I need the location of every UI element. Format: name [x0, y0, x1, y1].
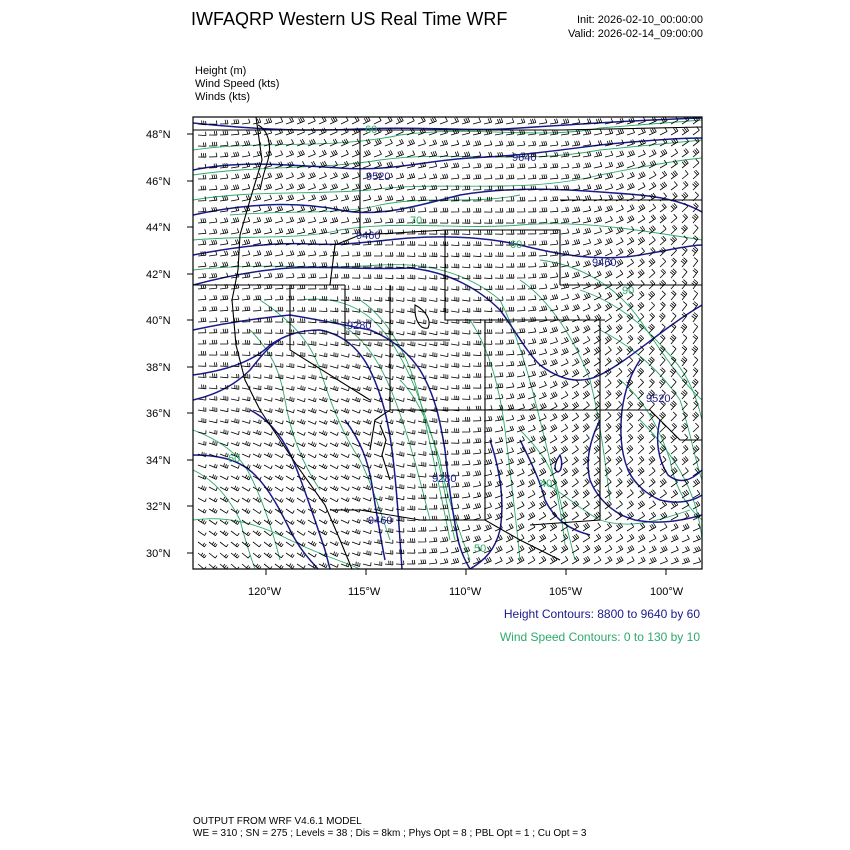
lat-label: 30°N [146, 548, 171, 560]
height-label-9520-east: 9520 [646, 393, 671, 405]
wind-label-60-c: 60 [228, 453, 241, 465]
longitude-axis [248, 569, 684, 598]
wind-contour-legend: Wind Speed Contours: 0 to 130 by 10 [499, 630, 700, 644]
wind-label-40: 40 [540, 478, 553, 490]
init-time: Init: 2026-02-10_00:00:00 [577, 14, 703, 26]
height-label-9520: 9520 [366, 171, 391, 183]
height-label-9280: 9280 [347, 320, 372, 332]
height-label-9460-east: 9460 [592, 257, 617, 269]
latitude-axis [146, 129, 193, 560]
model-version: OUTPUT FROM WRF V4.6.1 MODEL [193, 816, 362, 827]
lat-label: 32°N [146, 501, 171, 513]
height-label-9280-south: 9280 [432, 473, 457, 485]
lat-label: 34°N [146, 455, 171, 467]
wind-label-90: 90 [622, 285, 635, 297]
lon-label: 115°W [348, 586, 381, 598]
valid-time: Valid: 2026-02-14_09:00:00 [568, 28, 703, 40]
lon-label: 110°W [449, 586, 482, 598]
field-height: Height (m) [195, 65, 247, 77]
wind-label-70: 70 [410, 215, 423, 227]
field-wind-speed: Wind Speed (kts) [195, 78, 280, 90]
wind-label-50: 50 [474, 543, 487, 555]
lat-label: 38°N [146, 362, 171, 374]
height-label-9460-south: 9460 [368, 515, 393, 527]
lon-label: 120°W [248, 586, 282, 598]
lat-label: 48°N [146, 129, 171, 141]
lat-label: 42°N [146, 269, 171, 281]
model-info [193, 816, 586, 840]
height-label-9460: 9460 [356, 230, 381, 242]
field-winds: Winds (kts) [195, 91, 250, 103]
wind-label-60: 60 [365, 124, 378, 136]
wind-label-60-b: 60 [510, 239, 523, 251]
lon-label: 105°W [549, 586, 583, 598]
height-label-9640: 9640 [512, 152, 537, 164]
lat-label: 46°N [146, 176, 171, 188]
model-config: WE = 310 ; SN = 275 ; Levels = 38 ; Dis = 8km ; Phys Opt = 8 ; PBL Opt = 1 ; Cu Opt = 3 [193, 828, 587, 839]
lat-label: 36°N [146, 408, 171, 420]
height-contour-legend: Height Contours: 8800 to 9640 by 60 [503, 607, 700, 621]
map-title: IWFAQRP Western US Real Time WRF [191, 9, 508, 29]
lat-label: 44°N [146, 222, 171, 234]
lat-label: 40°N [146, 315, 171, 327]
lon-label: 100°W [650, 586, 684, 598]
